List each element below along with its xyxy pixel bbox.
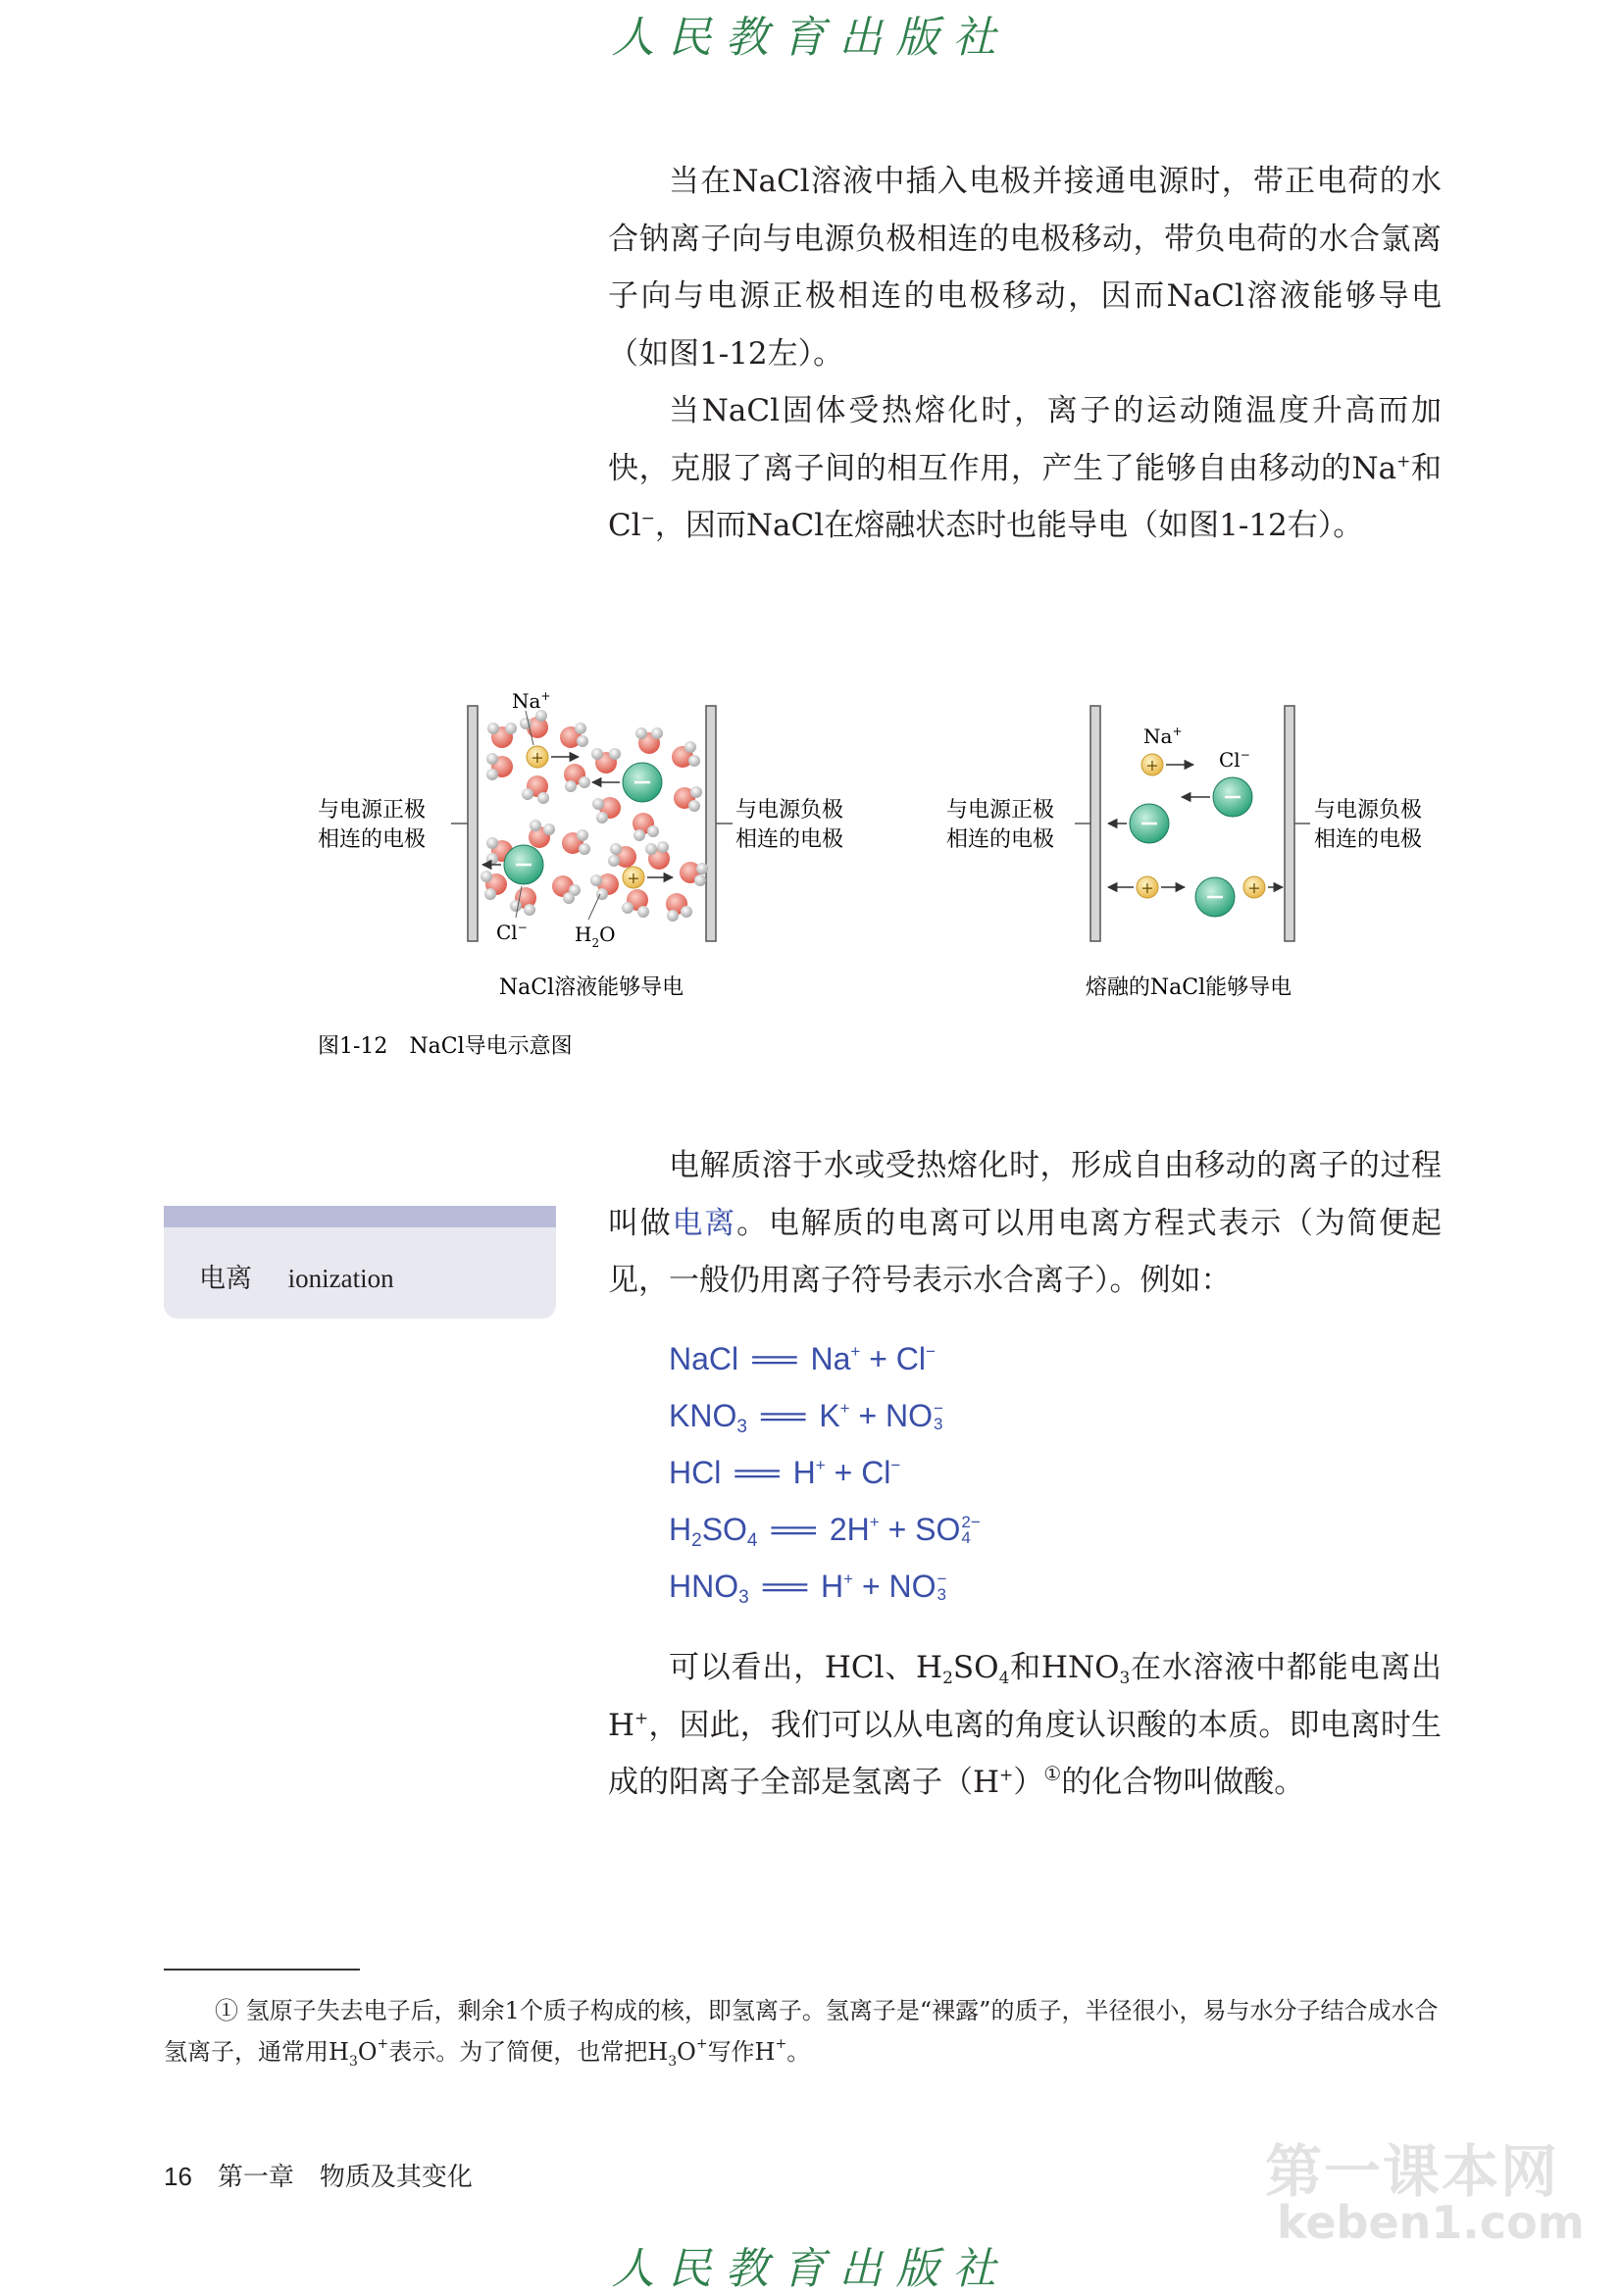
publisher-footer: 人民教育出版社 bbox=[611, 2244, 1010, 2294]
cathode-plate-molten bbox=[1285, 706, 1294, 941]
publisher-header: 人民教育出版社 bbox=[611, 13, 1010, 63]
anode-label-line1: 与电源正极 bbox=[318, 798, 427, 823]
anode-label-line2: 相连的电极 bbox=[318, 827, 427, 852]
sodium-ion-m3 bbox=[1243, 876, 1265, 898]
intro-text bbox=[608, 153, 1442, 555]
footnote-ref[interactable]: ① bbox=[1043, 1762, 1062, 1785]
anode-plate-molten bbox=[1090, 706, 1100, 941]
ionization-equations bbox=[669, 1330, 981, 1615]
chloride-ion-m1 bbox=[1213, 777, 1252, 817]
cathode-label-molten-line1: 与电源负极 bbox=[1314, 798, 1423, 823]
chloride-ion-m2 bbox=[1130, 804, 1169, 843]
figure-caption: 图1-12 NaCl导电示意图 bbox=[318, 1034, 573, 1059]
svg-text:+: + bbox=[1140, 878, 1154, 897]
molten-diagram bbox=[946, 706, 1422, 1000]
watermark-url: keben1.com bbox=[1277, 2196, 1585, 2249]
cathode-label-line2: 相连的电极 bbox=[735, 827, 844, 852]
left-caption: NaCl溶液能够导电 bbox=[498, 975, 684, 1000]
equation-h2so4: $H_2SO_4$ ══ 2H+ + SO 2− 4 bbox=[669, 1512, 981, 1551]
watermark-cn: 第一课本网 bbox=[1265, 2138, 1560, 2205]
glossary-term-en: ionization bbox=[287, 1264, 394, 1293]
sodium-ion-1 bbox=[527, 746, 548, 768]
anode-plate bbox=[468, 706, 478, 941]
equation-hcl: HCl ══ H+ + Cl− bbox=[669, 1455, 901, 1490]
na-label: Na+ bbox=[512, 689, 551, 713]
cathode-label-molten-line2: 相连的电极 bbox=[1314, 827, 1423, 852]
chloride-ion-2 bbox=[504, 845, 543, 884]
h2o-label: $H_2O$ bbox=[575, 923, 616, 950]
footnote: ① 氢原子失去电子后，剩余1个质子构成的核，即氢离子。氢离子是“裸露”的质子，半径很小，易与水分子结合成水合氢离子，通常用$H_3O^+$表示。为了简便，也常把$H_3O^+$写作H+。 bbox=[164, 1997, 1439, 2070]
acid-paragraph: 可以看出，HCl、$H_2SO_4$和$HNO_3$在水溶液中都能电离出H+，因此，我们可以从电离的角度认识酸的本质。即电离时生成的阳离子全部是氢离子（H+）①的化合物叫做酸。 bbox=[608, 1650, 1442, 1800]
solution-diagram bbox=[318, 689, 843, 1000]
ionization-paragraph: 电解质溶于水或受热熔化时，形成自由移动的离子的过程叫做电离。电解质的电离可以用电离方程式表示（为简便起见，一般仍用离子符号表示水合离子）。例如： bbox=[608, 1148, 1443, 1298]
cathode-label-line1: 与电源负极 bbox=[735, 798, 844, 823]
svg-text:+: + bbox=[1145, 756, 1159, 774]
cl-label: Cl− bbox=[496, 921, 528, 944]
figure-1-12 bbox=[294, 676, 1471, 1088]
equation-nacl: NaCl ══ Na+ + Cl− bbox=[669, 1341, 936, 1376]
water-molecules bbox=[481, 710, 708, 922]
term-ionization: 电离 bbox=[672, 1205, 737, 1241]
page-footer bbox=[164, 2157, 473, 2193]
anode-label-molten-line2: 相连的电极 bbox=[946, 827, 1055, 852]
svg-text:+: + bbox=[531, 748, 544, 767]
chapter-title: 第一章 物质及其变化 bbox=[217, 2163, 473, 2192]
paragraph-2: 当NaCl固体受热熔化时，离子的运动随温度升高而加快，克服了离子间的相互作用，产生了能够自由移动的Na+和Cl−，因而NaCl在熔融状态时也能导电（如图1-12右）。 bbox=[608, 393, 1442, 543]
chloride-ion-m3 bbox=[1195, 877, 1235, 917]
paragraph-1: 当在NaCl溶液中插入电极并接通电源时，带正电荷的水合钠离子向与电源负极相连的电极移动，带负电荷的水合氯离子向与电源正极相连的电极移动，因而NaCl溶液能够导电（如图1-12左）。 bbox=[608, 164, 1442, 372]
equation-hno3: $HNO_3$ ══ H+ + NO − 3 bbox=[669, 1569, 947, 1608]
glossary-term bbox=[199, 1257, 394, 1295]
svg-text:+: + bbox=[1247, 878, 1261, 897]
sodium-ion-m2 bbox=[1137, 876, 1158, 898]
equation-kno3: $KNO_3$ ══ K+ + NO − 3 bbox=[669, 1398, 943, 1437]
cathode-plate bbox=[706, 706, 716, 941]
svg-text:+: + bbox=[627, 869, 640, 887]
cl-label-molten: Cl− bbox=[1219, 748, 1250, 772]
na-label-molten: Na+ bbox=[1143, 724, 1183, 748]
anode-label-molten-line1: 与电源正极 bbox=[946, 798, 1055, 823]
glossary-term-cn: 电离 bbox=[199, 1264, 252, 1294]
sodium-ion-2 bbox=[623, 867, 644, 888]
chloride-ion-1 bbox=[623, 763, 662, 802]
page-number: 16 bbox=[164, 2162, 192, 2191]
sodium-ion-m1 bbox=[1141, 754, 1163, 775]
right-caption: 熔融的NaCl能够导电 bbox=[1085, 975, 1292, 1000]
footnote-rule bbox=[164, 1969, 360, 1971]
